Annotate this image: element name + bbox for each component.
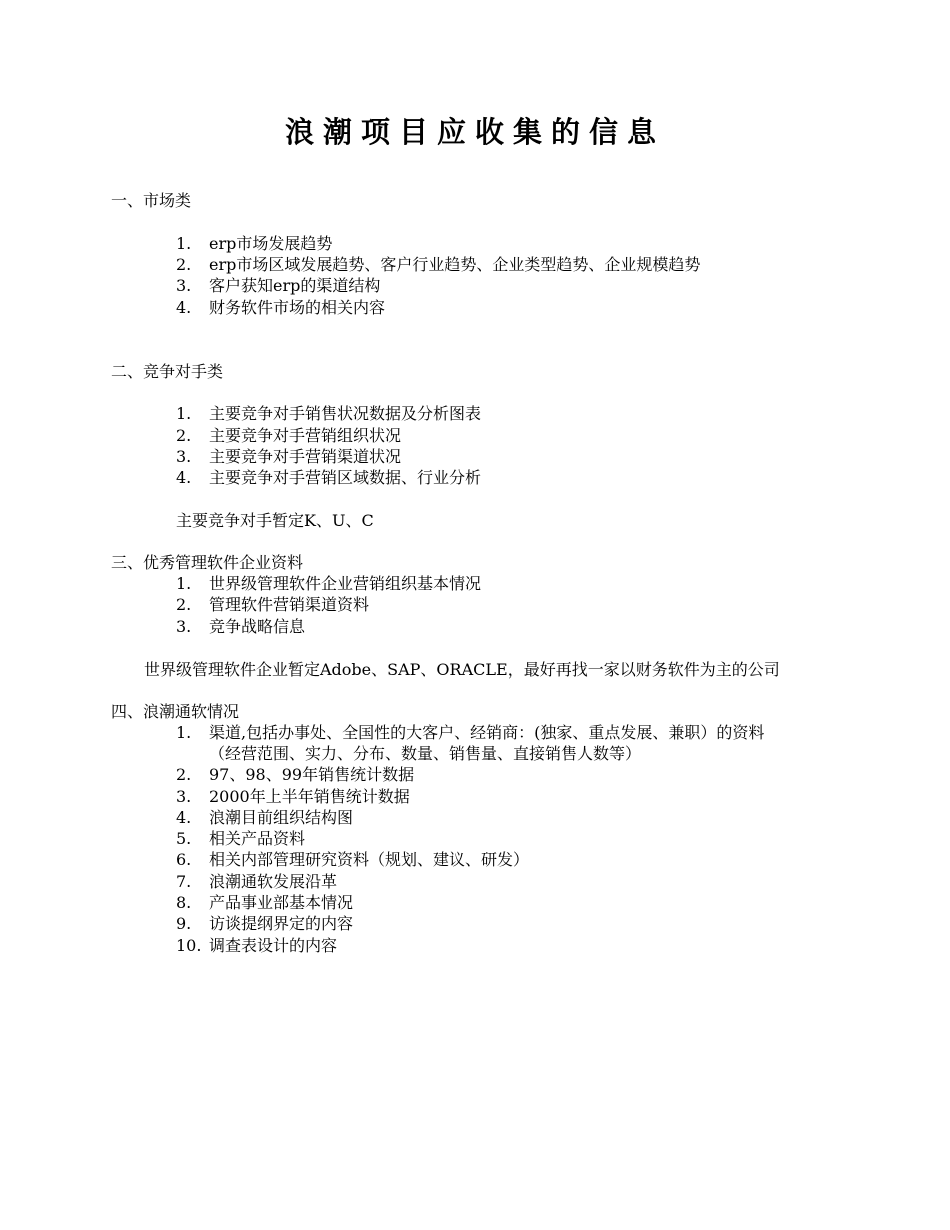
list-item-number: 2. <box>176 426 192 445</box>
list-item-number: 3. <box>176 787 192 806</box>
list-item-text: 渠道,包括办事处、全国性的大客户、经销商：(独家、重点发展、兼职）的资料 <box>209 723 765 742</box>
list-item-number: 3. <box>176 617 192 636</box>
list-item-number: 4. <box>176 808 192 827</box>
section-heading-software-companies: 三、优秀管理软件企业资料 <box>111 553 304 572</box>
list-item-number: 3. <box>176 276 192 295</box>
list-item-text: 主要竞争对手营销区域数据、行业分析 <box>209 468 482 487</box>
section-heading-market: 一、市场类 <box>111 191 192 210</box>
list-item-number: 2. <box>176 765 192 784</box>
list-item-text: erp市场区域发展趋势、客户行业趋势、企业类型趋势、企业规模趋势 <box>209 255 701 274</box>
list-item-text: 世界级管理软件企业营销组织基本情况 <box>209 574 482 593</box>
list-item-number: 7. <box>176 872 192 891</box>
list-item-text: 97、98、99年销售统计数据 <box>209 765 415 784</box>
competitor-note: 主要竞争对手暂定K、U、C <box>176 511 374 530</box>
list-item-text: 财务软件市场的相关内容 <box>209 298 386 317</box>
list-item-number: 1. <box>176 723 192 742</box>
list-item-number: 1. <box>176 404 192 423</box>
list-item-number: 4. <box>176 468 192 487</box>
list-item-number: 9. <box>176 914 192 933</box>
list-item-text: 主要竞争对手营销组织状况 <box>209 426 402 445</box>
list-item-number: 5. <box>176 829 192 848</box>
list-item-number: 1. <box>176 234 192 253</box>
list-item-text: 产品事业部基本情况 <box>209 893 354 912</box>
list-item-text: 客户获知erp的渠道结构 <box>209 276 381 295</box>
list-item-number: 1. <box>176 574 192 593</box>
list-item-number: 4. <box>176 298 192 317</box>
list-item-text: 相关产品资料 <box>209 829 306 848</box>
list-item-text: 浪潮目前组织结构图 <box>209 808 354 827</box>
list-item-text: 2000年上半年销售统计数据 <box>209 787 410 806</box>
list-item-number: 2. <box>176 255 192 274</box>
software-companies-note: 世界级管理软件企业暂定Adobe、SAP、ORACLE，最好再找一家以财务软件为主的公司 <box>144 660 780 679</box>
list-item-text: 管理软件营销渠道资料 <box>209 595 370 614</box>
list-item-number: 2. <box>176 595 192 614</box>
list-item-continuation: （经营范围、实力、分布、数量、销售量、直接销售人数等） <box>209 744 642 763</box>
list-item-text: 主要竞争对手营销渠道状况 <box>209 447 402 466</box>
list-item-number: 6. <box>176 850 192 869</box>
page-title: 浪潮项目应收集的信息 <box>284 115 665 149</box>
list-item-text: 访谈提纲界定的内容 <box>209 914 354 933</box>
section-heading-inspur: 四、浪潮通软情况 <box>111 702 240 721</box>
list-item-text: 竞争战略信息 <box>209 617 306 636</box>
list-item-text: 浪潮通软发展沿革 <box>209 872 338 891</box>
list-item-text: erp市场发展趋势 <box>209 234 333 253</box>
list-item-number: 8. <box>176 893 192 912</box>
list-item-text: 主要竞争对手销售状况数据及分析图表 <box>209 404 482 423</box>
list-item-number: 3. <box>176 447 192 466</box>
list-item-text: 相关内部管理研究资料（规划、建议、研发） <box>209 850 530 869</box>
list-item-text: 调查表设计的内容 <box>209 936 338 955</box>
list-item-number: 10. <box>176 936 202 955</box>
section-heading-competitors: 二、竞争对手类 <box>111 362 224 381</box>
